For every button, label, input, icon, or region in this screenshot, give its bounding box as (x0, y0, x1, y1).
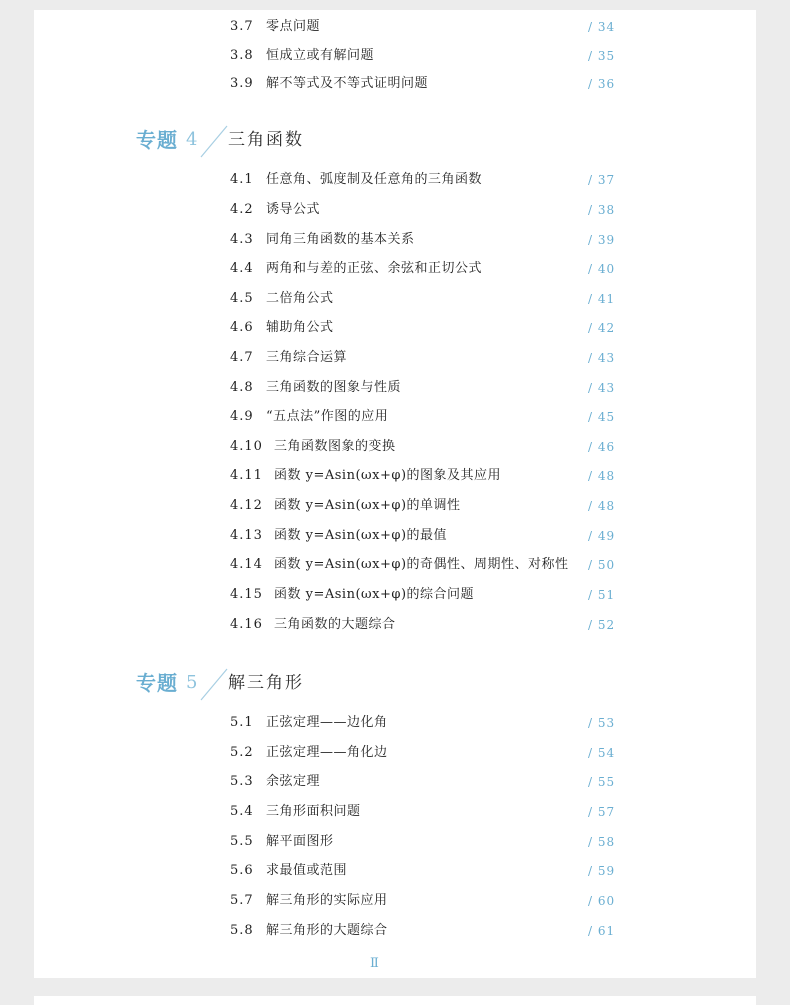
entry-page: / 39 (588, 233, 616, 247)
entry-title: 两角和与差的正弦、余弦和正切公式 (266, 261, 483, 276)
entry-number: 4.1 (230, 172, 254, 187)
toc-entry-5-8[interactable] (230, 921, 614, 941)
section-title: 解三角形 (228, 673, 304, 693)
entry-number: 4.13 (230, 528, 263, 543)
entry-number: 3.8 (230, 48, 254, 63)
entry-title: 任意角、弧度制及任意角的三角函数 (266, 172, 483, 187)
entry-number: 5.3 (230, 774, 254, 789)
entry-number: 3.7 (230, 19, 254, 34)
next-page-edge (34, 996, 756, 1005)
entry-page: / 52 (588, 618, 616, 632)
entry-page: / 42 (588, 321, 616, 335)
entry-title: 函数 y=Asin(ωx+φ)的图象及其应用 (274, 468, 502, 483)
toc-entry-4-6[interactable] (230, 318, 614, 338)
entry-page: / 46 (588, 440, 616, 454)
entry-number: 4.7 (230, 350, 254, 365)
toc-entry-5-3[interactable] (230, 772, 614, 792)
entry-title: 函数 y=Asin(ωx+φ)的单调性 (274, 498, 461, 513)
toc-entry-4-14[interactable] (230, 555, 614, 575)
entry-title: 函数 y=Asin(ωx+φ)的最值 (274, 528, 448, 543)
entry-title: 三角函数的图象与性质 (266, 380, 402, 395)
entry-page: / 53 (588, 716, 616, 730)
entry-title: 函数 y=Asin(ωx+φ)的综合问题 (274, 587, 475, 602)
entry-number: 4.5 (230, 291, 254, 306)
entry-page: / 57 (588, 805, 616, 819)
entry-page: / 61 (588, 924, 616, 938)
entry-number: 5.1 (230, 715, 254, 730)
toc-entry-4-13[interactable] (230, 526, 614, 546)
section-label: 专题 (136, 128, 178, 152)
entry-page: / 55 (588, 775, 616, 789)
entry-title: 同角三角函数的基本关系 (266, 232, 415, 247)
entry-title: 辅助角公式 (266, 320, 334, 335)
entry-number: 4.10 (230, 439, 263, 454)
entry-title: 求最值或范围 (266, 863, 348, 878)
entry-number: 4.15 (230, 587, 263, 602)
entry-title: 解三角形的大题综合 (266, 923, 388, 938)
entry-title: 正弦定理——角化边 (266, 745, 388, 760)
toc-entry-4-4[interactable] (230, 259, 614, 279)
toc-entry-3-9[interactable] (230, 74, 614, 94)
entry-title: 解平面图形 (266, 834, 334, 849)
page-folio: Ⅱ (370, 956, 380, 971)
section-label: 专题 (136, 671, 178, 695)
entry-number: 4.16 (230, 617, 263, 632)
toc-entry-5-1[interactable] (230, 713, 614, 733)
entry-title: 三角函数图象的变换 (274, 439, 396, 454)
entry-page: / 51 (588, 588, 616, 602)
entry-number: 5.2 (230, 745, 254, 760)
toc-entry-4-12[interactable] (230, 496, 614, 516)
entry-page: / 49 (588, 529, 616, 543)
entry-page: / 34 (588, 20, 616, 34)
slash-divider-icon (198, 667, 230, 703)
entry-page: / 45 (588, 410, 616, 424)
entry-number: 4.6 (230, 320, 254, 335)
entry-title: 三角形面积问题 (266, 804, 361, 819)
entry-title: 三角函数的大题综合 (274, 617, 396, 632)
entry-page: / 43 (588, 381, 616, 395)
toc-entry-5-6[interactable] (230, 861, 614, 881)
toc-entry-4-11[interactable] (230, 466, 614, 486)
entry-number: 4.12 (230, 498, 263, 513)
entry-page: / 36 (588, 77, 616, 91)
entry-number: 3.9 (230, 76, 254, 91)
toc-page (34, 10, 756, 978)
entry-title: 解三角形的实际应用 (266, 893, 388, 908)
toc-entry-4-9[interactable] (230, 407, 614, 427)
toc-entry-3-8[interactable] (230, 46, 614, 66)
slash-divider-icon (198, 124, 230, 160)
toc-entry-4-1[interactable] (230, 170, 614, 190)
entry-number: 4.11 (230, 468, 263, 483)
entry-title: 二倍角公式 (266, 291, 334, 306)
toc-entry-5-5[interactable] (230, 832, 614, 852)
entry-number: 5.8 (230, 923, 254, 938)
entry-page: / 54 (588, 746, 616, 760)
entry-number: 4.8 (230, 380, 254, 395)
toc-entry-4-5[interactable] (230, 289, 614, 309)
entry-page: / 35 (588, 49, 616, 63)
entry-number: 5.5 (230, 834, 254, 849)
toc-entry-4-7[interactable] (230, 348, 614, 368)
entry-title: “五点法”作图的应用 (266, 409, 389, 424)
toc-entry-4-15[interactable] (230, 585, 614, 605)
entry-number: 4.2 (230, 202, 254, 217)
entry-title: 恒成立或有解问题 (266, 48, 375, 63)
entry-number: 5.7 (230, 893, 254, 908)
entry-page: / 48 (588, 469, 616, 483)
entry-page: / 48 (588, 499, 616, 513)
entry-page: / 50 (588, 558, 616, 572)
entry-page: / 60 (588, 894, 616, 908)
section-number: 4 (186, 129, 198, 150)
entry-page: / 40 (588, 262, 616, 276)
entry-number: 5.4 (230, 804, 254, 819)
entry-number: 4.14 (230, 557, 263, 572)
entry-page: / 38 (588, 203, 616, 217)
toc-entry-4-3[interactable] (230, 230, 614, 250)
toc-entry-5-7[interactable] (230, 891, 614, 911)
entry-title: 诱导公式 (266, 202, 321, 217)
entry-number: 4.3 (230, 232, 254, 247)
entry-page: / 41 (588, 292, 616, 306)
entry-page: / 58 (588, 835, 616, 849)
entry-title: 余弦定理 (266, 774, 321, 789)
toc-entry-4-16[interactable] (230, 615, 614, 635)
entry-page: / 43 (588, 351, 616, 365)
toc-entry-5-2[interactable] (230, 743, 614, 763)
toc-entry-3-7[interactable] (230, 17, 614, 37)
toc-entry-4-2[interactable] (230, 200, 614, 220)
entry-title: 函数 y=Asin(ωx+φ)的奇偶性、周期性、对称性 (274, 557, 569, 572)
entry-title: 正弦定理——边化角 (266, 715, 388, 730)
entry-number: 5.6 (230, 863, 254, 878)
entry-page: / 59 (588, 864, 616, 878)
entry-title: 零点问题 (266, 19, 321, 34)
toc-entry-5-4[interactable] (230, 802, 614, 822)
section-number: 5 (186, 672, 198, 693)
section-title: 三角函数 (228, 130, 304, 150)
entry-number: 4.4 (230, 261, 254, 276)
toc-entry-4-8[interactable] (230, 378, 614, 398)
entry-title: 三角综合运算 (266, 350, 348, 365)
entry-page: / 37 (588, 173, 616, 187)
entry-title: 解不等式及不等式证明问题 (266, 76, 429, 91)
entry-number: 4.9 (230, 409, 254, 424)
toc-entry-4-10[interactable] (230, 437, 614, 457)
